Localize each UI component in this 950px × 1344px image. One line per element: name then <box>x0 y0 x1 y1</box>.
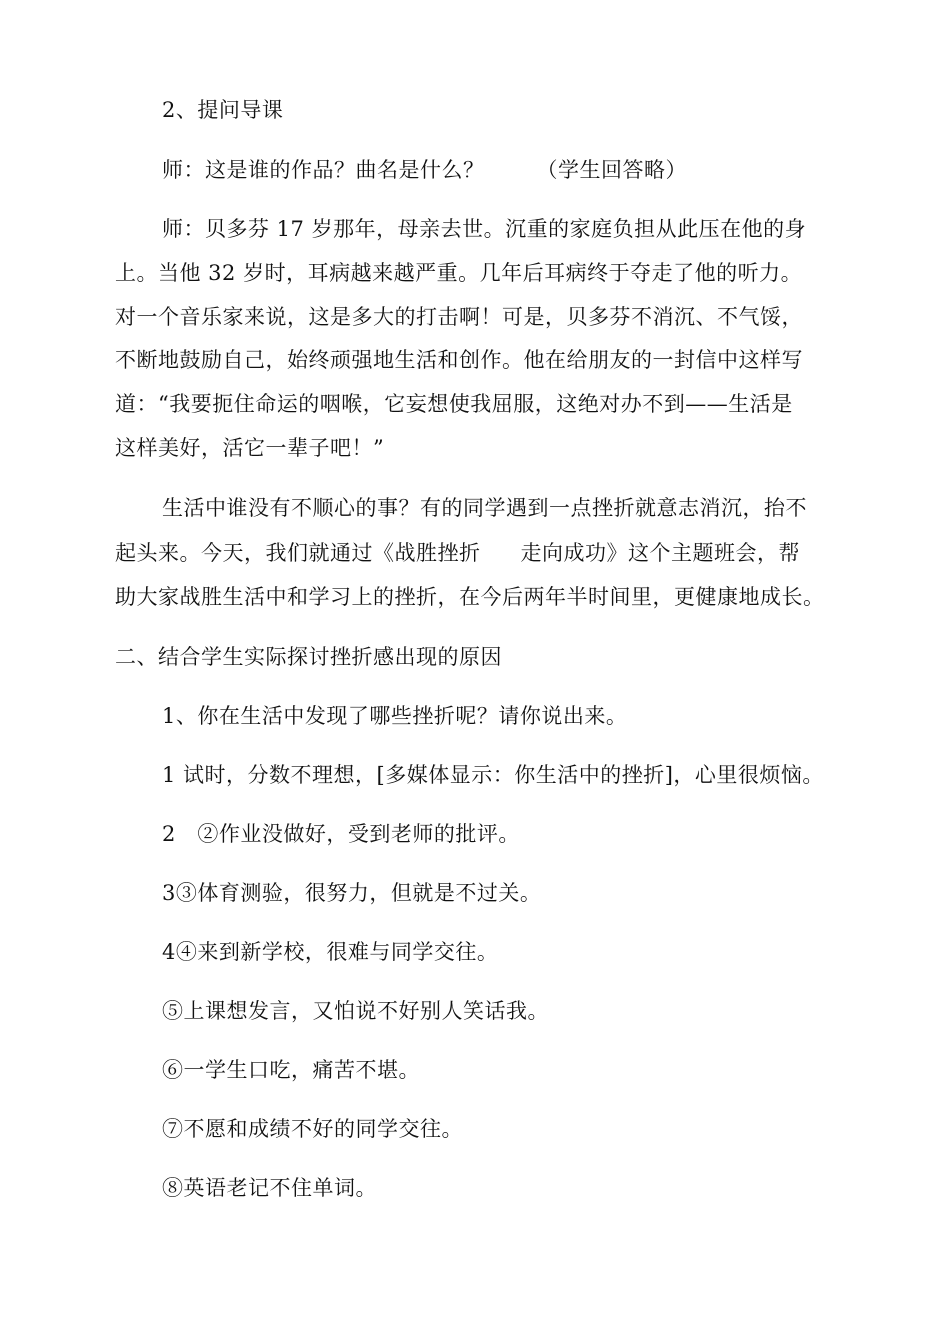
section-heading-causes: 二、结合学生实际探讨挫折感出现的原因 <box>115 645 502 669</box>
intro-line-text: 起头来。今天，我们就通过《战胜挫折 <box>115 541 481 565</box>
teacher-paragraph-line: 不断地鼓励自己，始终顽强地生活和创作。他在给朋友的一封信中这样写 <box>115 348 803 372</box>
list-item: 3③体育测验，很努力，但就是不过关。 <box>162 881 542 905</box>
teacher-question <box>162 155 687 185</box>
list-item: ⑦不愿和成绩不好的同学交往。 <box>162 1117 463 1141</box>
list-item: 1 试时，分数不理想，[多媒体显示：你生活中的挫折]，心里很烦恼。 <box>162 763 824 787</box>
list-item: ⑤上课想发言，又怕说不好别人笑话我。 <box>162 999 549 1023</box>
list-item: 4④来到新学校，很难与同学交往。 <box>162 940 499 964</box>
teacher-paragraph-line: 师：贝多芬 17 岁那年，母亲去世。沉重的家庭负担从此压在他的身 <box>162 217 807 241</box>
student-answer-note: （学生回答略） <box>536 158 687 182</box>
intro-paragraph-line: 助大家战胜生活中和学习上的挫折，在今后两年半时间里，更健康地成长。 <box>115 585 825 609</box>
intro-line-text: 走向成功》这个主题班会，帮 <box>520 541 800 565</box>
teacher-question-text: 师：这是谁的作品？曲名是什么？ <box>162 158 485 182</box>
intro-paragraph-line: 生活中谁没有不顺心的事？有的同学遇到一点挫折就意志消沉，抬不 <box>162 496 807 520</box>
intro-paragraph-line <box>115 538 800 568</box>
list-item: ⑧英语老记不住单词。 <box>162 1176 377 1200</box>
list-item: ⑥一学生口吃，痛苦不堪。 <box>162 1058 420 1082</box>
teacher-paragraph-line: 上。当他 32 岁时，耳病越来越严重。几年后耳病终于夺走了他的听力。 <box>115 261 803 285</box>
discussion-prompt: 1、你在生活中发现了哪些挫折呢？请你说出来。 <box>162 704 628 728</box>
teacher-paragraph-line: 道：“我要扼住命运的咽喉，它妄想使我屈服，这绝对办不到——生活是 <box>115 392 793 416</box>
section-heading-questioning: 2、提问导课 <box>162 98 284 122</box>
teacher-paragraph-line: 对一个音乐家来说，这是多大的打击啊！可是，贝多芬不消沉、不气馁， <box>115 305 803 329</box>
list-item: 2 ②作业没做好，受到老师的批评。 <box>162 822 520 846</box>
teacher-paragraph-line: 这样美好，活它一辈子吧！” <box>115 436 385 460</box>
